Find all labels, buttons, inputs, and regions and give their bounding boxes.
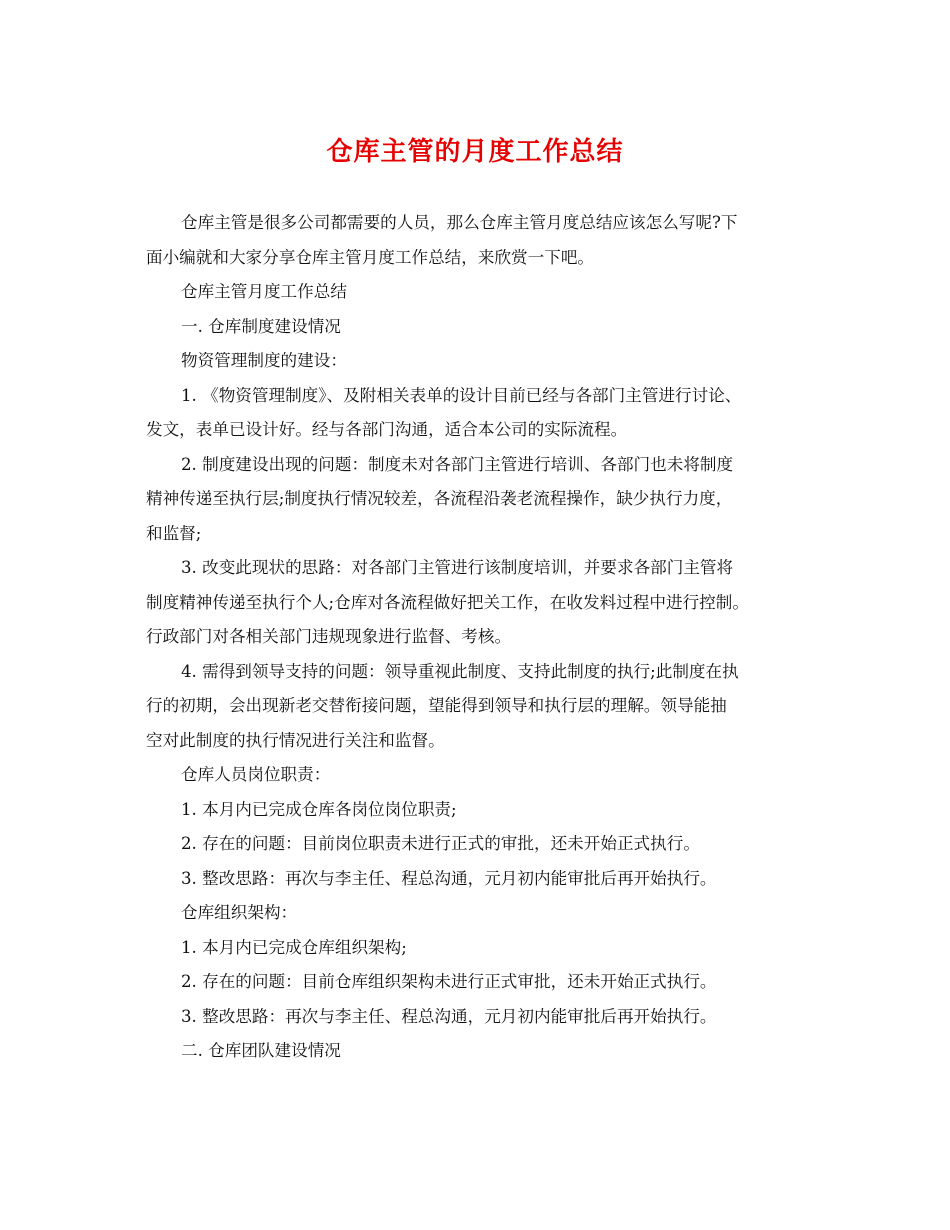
paragraph-line: 1. 本月内已完成仓库组织架构; [181,937,407,957]
paragraph-line: 面小编就和大家分享仓库主管月度工作总结，来欣赏一下吧。 [146,247,595,267]
paragraph-line: 行的初期，会出现新老交替衔接问题，望能得到领导和执行层的理解。领导能抽 [146,696,727,715]
paragraph-line: 物资管理制度的建设： [181,351,347,370]
paragraph-line: 3. 改变此现状的思路：对各部门主管进行该制度培训，并要求各部门主管将 [181,558,734,577]
paragraph-line: 空对此制度的执行情况进行关注和监督。 [146,730,445,750]
paragraph-line: 二. 仓库团队建设情况 [181,1041,341,1060]
paragraph-line: 2. 存在的问题：目前岗位职责未进行正式的审批，还未开始正式执行。 [181,834,700,853]
paragraph-line: 精神传递至执行层;制度执行情况较差，各流程沿袭老流程操作，缺少执行力度， [146,489,733,508]
paragraph-line: 4. 需得到领导支持的问题：领导重视此制度、支持此制度的执行;此制度在执 [181,661,739,681]
paragraph-line: 发文，表单已设计好。经与各部门沟通，适合本公司的实际流程。 [146,420,628,439]
paragraph-line: 仓库人员岗位职责： [181,765,331,784]
paragraph-line: 1. 《物资管理制度》、及附相关表单的设计目前已经与各部门主管进行讨论、 [181,385,742,405]
paragraph-line: 1. 本月内已完成仓库各岗位岗位职责; [181,799,457,819]
paragraph-line: 行政部门对各相关部门违规现象进行监督、考核。 [146,627,512,646]
paragraph-line: 制度精神传递至执行个人;仓库对各流程做好把关工作，在收发料过程中进行控制。 [146,592,749,612]
paragraph-line: 3. 整改思路：再次与李主任、程总沟通，元月初内能审批后再开始执行。 [181,868,717,888]
paragraph-line: 2. 制度建设出现的问题：制度未对各部门主管进行培训、各部门也未将制度 [181,454,734,474]
paragraph-line: 仓库主管月度工作总结 [181,282,347,301]
paragraph-line: 仓库组织架构： [181,903,298,922]
paragraph-line: 2. 存在的问题：目前仓库组织架构未进行正式审批，还未开始正式执行。 [181,972,717,991]
document-body [146,206,826,1069]
document-title: 仓库主管的月度工作总结 [326,137,624,167]
paragraph-line: 和监督; [146,523,202,543]
paragraph-line: 一. 仓库制度建设情况 [181,316,341,336]
paragraph-line: 仓库主管是很多公司都需要的人员，那么仓库主管月度总结应该怎么写呢?下 [181,213,738,232]
paragraph-line: 3. 整改思路：再次与李主任、程总沟通，元月初内能审批后再开始执行。 [181,1006,717,1026]
